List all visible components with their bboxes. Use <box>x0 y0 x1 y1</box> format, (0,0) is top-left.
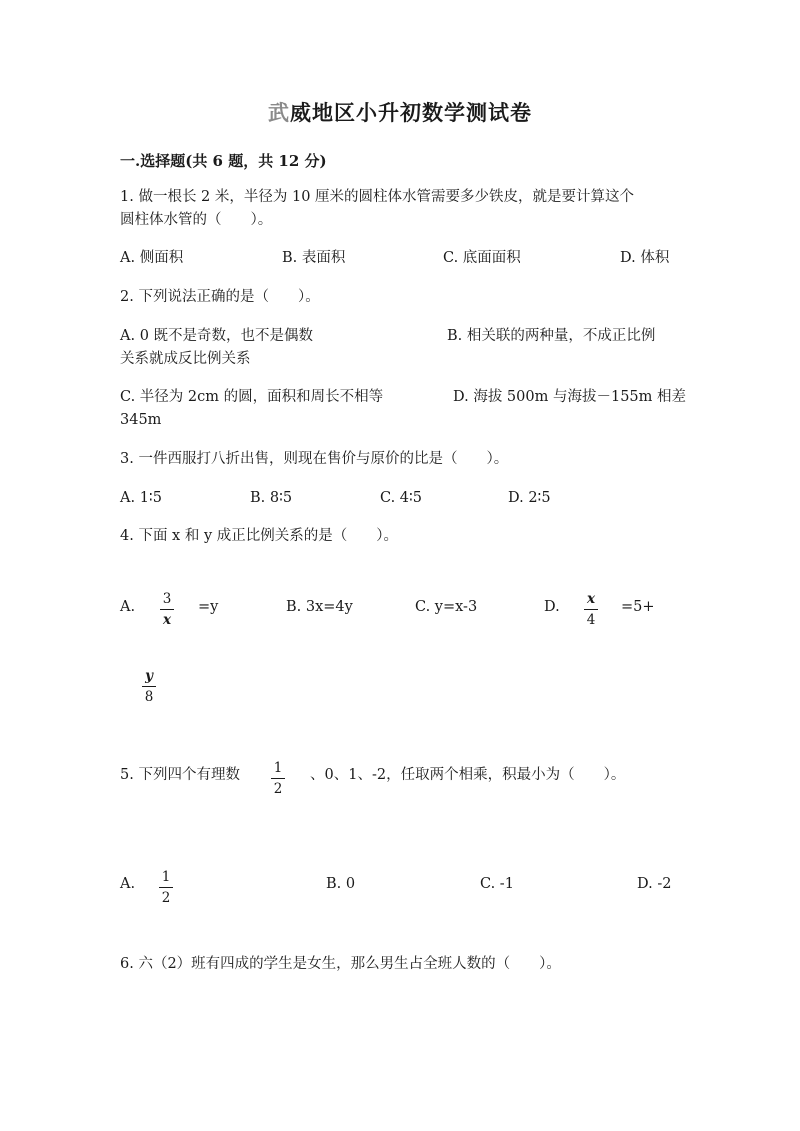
q3-stem: 3. 一件西服打八折出售，则现在售价与原价的比是（ ）。 <box>120 451 509 467</box>
fraction-bar <box>160 609 174 610</box>
q2-option-c: C. 半径为 2cm 的圆，面积和周长不相等 <box>120 389 384 405</box>
q5-option-c: C. -1 <box>480 876 514 892</box>
section-heading: 一.选择题(共 6 题，共 12 分) <box>120 152 327 170</box>
q5-option-d: D. -2 <box>637 876 672 892</box>
fraction-denominator: 4 <box>586 612 596 628</box>
q4-option-d-tail: =5+ <box>621 599 655 615</box>
fraction-denominator: 8 <box>144 689 154 705</box>
q3-option-a: A. 1∶5 <box>120 490 162 506</box>
q6-stem: 6. 六（2）班有四成的学生是女生，那么男生占全班人数的（ ）。 <box>120 956 561 972</box>
fraction-bar <box>142 686 156 687</box>
q2-stem: 2. 下列说法正确的是（ ）。 <box>120 289 320 305</box>
q4-option-d-fraction <box>584 591 598 628</box>
fraction-numerator: x <box>586 591 596 607</box>
q4-option-a-tail: =y <box>198 599 219 615</box>
q5-stem-end: 、0、1、-2，任取两个相乘，积最小为（ ）。 <box>310 767 626 783</box>
q5-stem-fraction <box>271 760 285 797</box>
q5-option-b: B. 0 <box>326 876 356 892</box>
fraction-denominator: 2 <box>273 781 283 797</box>
q4-option-d-label: D. <box>544 599 560 615</box>
q5-option-a-label: A. <box>120 876 136 892</box>
q1-option-c: C. 底面面积 <box>443 250 521 266</box>
fraction-denominator: 2 <box>161 890 171 906</box>
q4-option-b: B. 3x=4y <box>286 599 353 615</box>
q2-option-d-line2: 345m <box>120 412 162 428</box>
q5-stem-start: 5. 下列四个有理数 <box>120 767 240 783</box>
fraction-numerator: y <box>145 668 153 684</box>
q4-stem: 4. 下面 x 和 y 成正比例关系的是（ ）。 <box>120 528 398 544</box>
q4-option-c: C. y=x-3 <box>415 599 478 615</box>
q1-line2: 圆柱体水管的（ ）。 <box>120 212 273 228</box>
q3-option-b: B. 8∶5 <box>250 490 293 506</box>
title-rest: 威地区小升初数学测试卷 <box>290 100 532 125</box>
q4-option-a-label: A. <box>120 599 136 615</box>
title-first-char: 武 <box>268 100 290 125</box>
fraction-bar <box>271 778 285 779</box>
q1-line1: 1. 做一根长 2 米，半径为 10 厘米的圆柱体水管需要多少铁皮，就是要计算这个 <box>120 189 635 205</box>
q5-option-a-fraction <box>159 869 173 906</box>
page-title <box>0 97 800 127</box>
q1-option-b: B. 表面积 <box>282 250 346 266</box>
q3-option-c: C. 4∶5 <box>380 490 423 506</box>
q4-option-a-fraction <box>160 591 174 628</box>
q2-option-d-line1: D. 海拔 500m 与海拔－155m 相差 <box>453 389 687 405</box>
fraction-numerator: 3 <box>162 591 172 607</box>
q2-option-b-line2: 关系就成反比例关系 <box>120 351 251 367</box>
q3-option-d: D. 2∶5 <box>508 490 551 506</box>
fraction-bar <box>584 609 598 610</box>
q2-option-b-line1: B. 相关联的两种量，不成正比例 <box>447 328 656 344</box>
q2-option-a: A. 0 既不是奇数，也不是偶数 <box>120 328 314 344</box>
q4-option-d-fraction-2 <box>142 668 156 705</box>
fraction-numerator: 1 <box>161 869 171 885</box>
q1-option-a: A. 侧面积 <box>120 250 184 266</box>
fraction-denominator: x <box>162 612 172 628</box>
fraction-bar <box>159 887 173 888</box>
q1-option-d: D. 体积 <box>620 250 670 266</box>
fraction-numerator: 1 <box>273 760 283 776</box>
